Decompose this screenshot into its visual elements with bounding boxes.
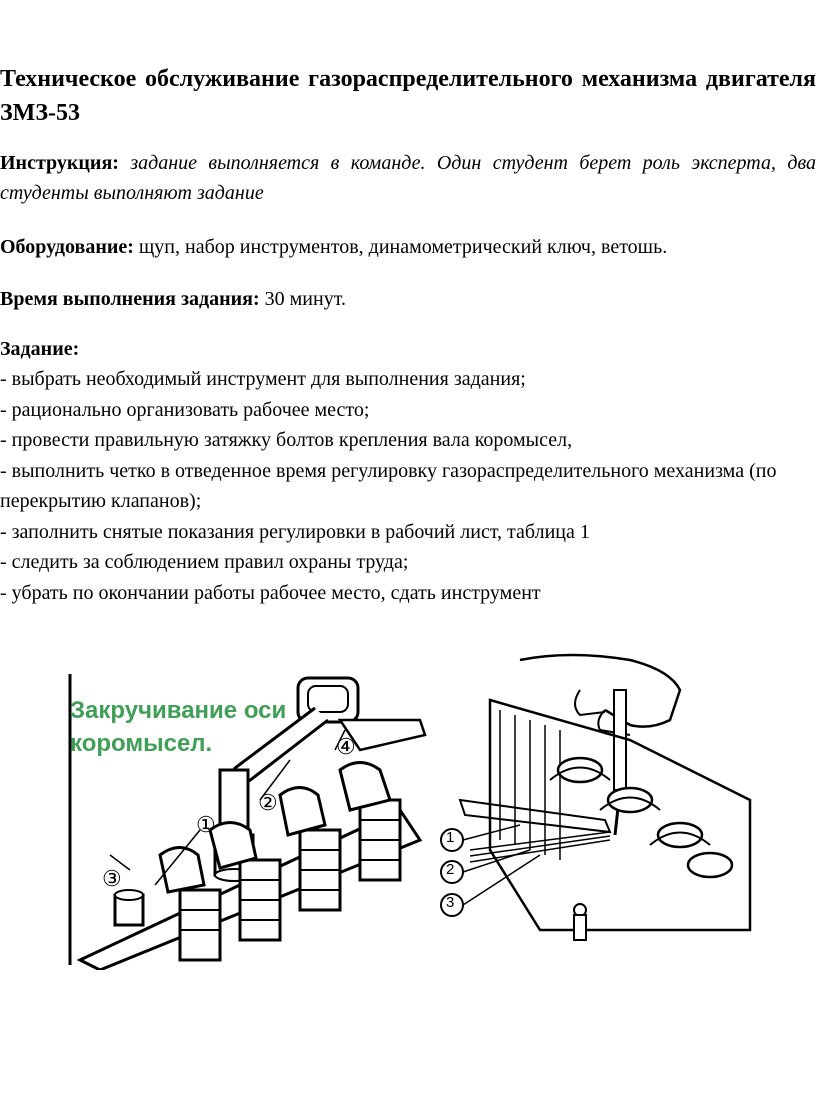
task-item: - выполнить четко в отведенное время регулировку газораспределительного механизма (по перекрытию клапанов); [0,459,777,512]
task-item: - убрать по окончании работы рабочее место, сдать инструмент [0,581,541,604]
callout-1: ① [196,812,216,837]
task-item: - заполнить снятые показания регулировки в рабочий лист, таблица 1 [0,520,590,543]
instruction-paragraph [0,148,816,208]
task-item: - следить за соблюдением правил охраны труда; [0,551,409,573]
equipment-text: щуп, набор инструментов, динамометрический ключ, ветошь. [138,236,668,258]
callout-3: 3 [446,894,455,911]
rocker-shaft-tightening-figure [60,660,430,970]
task-item: - выбрать необходимый инструмент для выполнения задания; [0,368,526,390]
instruction-label: Инструкция: [0,152,119,174]
instruction-text: задание выполняется в команде. Один студент берет роль эксперта, два студенты выполняют задание [0,152,816,204]
figure-caption [70,694,286,760]
task-list [0,364,816,608]
valve-adjustment-illustration [430,650,760,950]
time-label: Время выполнения задания: [0,288,260,310]
task-label: Задание: [0,338,80,360]
page-title: Техническое обслуживание газораспределительного механизма двигателя ЗМЗ-53 [0,66,816,126]
task-section [0,334,816,608]
time-text: 30 минут. [264,288,346,310]
equipment-label: Оборудование: [0,236,134,258]
callout-1: 1 [446,829,455,846]
callout-4: ④ [336,734,356,759]
caption-line-1: Закручивание оси [70,697,287,724]
task-item: - провести правильную затяжку болтов крепления вала коромысел, [0,429,573,451]
task-item: - рационально организовать рабочее место; [0,398,370,421]
callout-2: 2 [446,861,455,878]
callout-2: ② [258,790,278,815]
valve-adjustment-figure [430,650,760,950]
callout-3: ③ [102,866,122,891]
time-paragraph [0,284,816,314]
caption-line-2: коромысел. [70,730,213,757]
equipment-paragraph [0,232,816,262]
